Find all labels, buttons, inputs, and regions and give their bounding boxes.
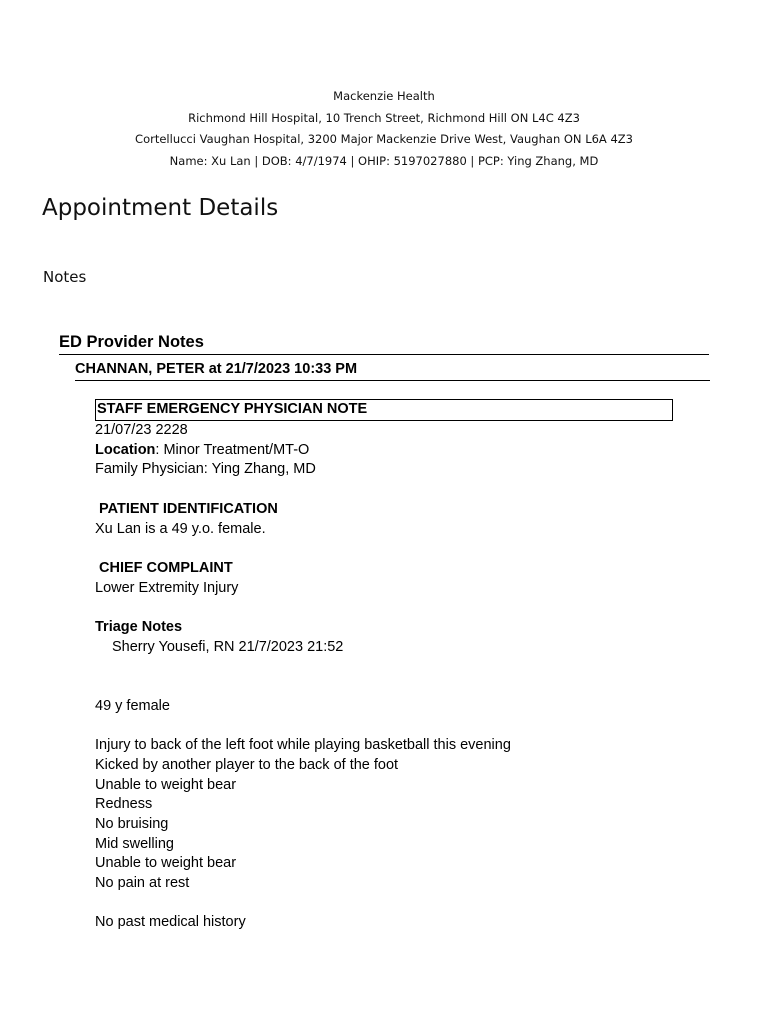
page-title: Appointment Details (42, 195, 279, 221)
provider-line: CHANNAN, PETER at 21/7/2023 10:33 PM (75, 361, 710, 381)
org-name: Mackenzie Health (333, 89, 435, 103)
finding-line: Mid swelling (95, 835, 174, 852)
location-label: Location (95, 441, 156, 458)
patient-id-heading: PATIENT IDENTIFICATION (99, 500, 278, 517)
patient-info-line: Name: Xu Lan | DOB: 4/7/1974 | OHIP: 5197027880 | PCP: Ying Zhang, MD (169, 154, 599, 169)
location-line (95, 441, 675, 461)
chief-complaint-text: Lower Extremity Injury (95, 579, 239, 596)
chief-complaint-heading: CHIEF COMPLAINT (99, 559, 233, 576)
finding-line: Injury to back of the left foot while playing basketball this evening (95, 737, 511, 754)
finding-line: No pain at rest (95, 875, 190, 892)
triage-heading: Triage Notes (95, 618, 183, 635)
note-body (95, 399, 675, 933)
age-sex: 49 y female (95, 697, 170, 714)
finding-line: Kicked by another player to the back of the foot (95, 756, 399, 773)
finding-line: Redness (95, 796, 153, 813)
note-box-title: STAFF EMERGENCY PHYSICIAN NOTE (95, 399, 673, 421)
finding-line: No bruising (95, 815, 169, 832)
patient-id-text: Xu Lan is a 49 y.o. female. (95, 520, 266, 537)
family-physician: Family Physician: Ying Zhang, MD (95, 461, 316, 478)
medical-history: No past medical history (95, 914, 246, 931)
notes-section-label: Notes (43, 268, 87, 286)
document-header (0, 86, 768, 173)
triage-author: Sherry Yousefi, RN 21/7/2023 21:52 (112, 638, 344, 655)
location-value: : Minor Treatment/MT-O (155, 441, 310, 458)
finding-line: Unable to weight bear (95, 855, 237, 872)
hospital-address-1: Richmond Hill Hospital, 10 Trench Street, Richmond Hill ON L4C 4Z3 (188, 110, 580, 125)
finding-line: Unable to weight bear (95, 776, 237, 793)
hospital-address-2: Cortellucci Vaughan Hospital, 3200 Major Mackenzie Drive West, Vaughan ON L6A 4Z3 (135, 132, 633, 147)
ed-provider-notes-title: ED Provider Notes (59, 333, 709, 355)
note-datetime: 21/07/23 2228 (95, 422, 188, 438)
